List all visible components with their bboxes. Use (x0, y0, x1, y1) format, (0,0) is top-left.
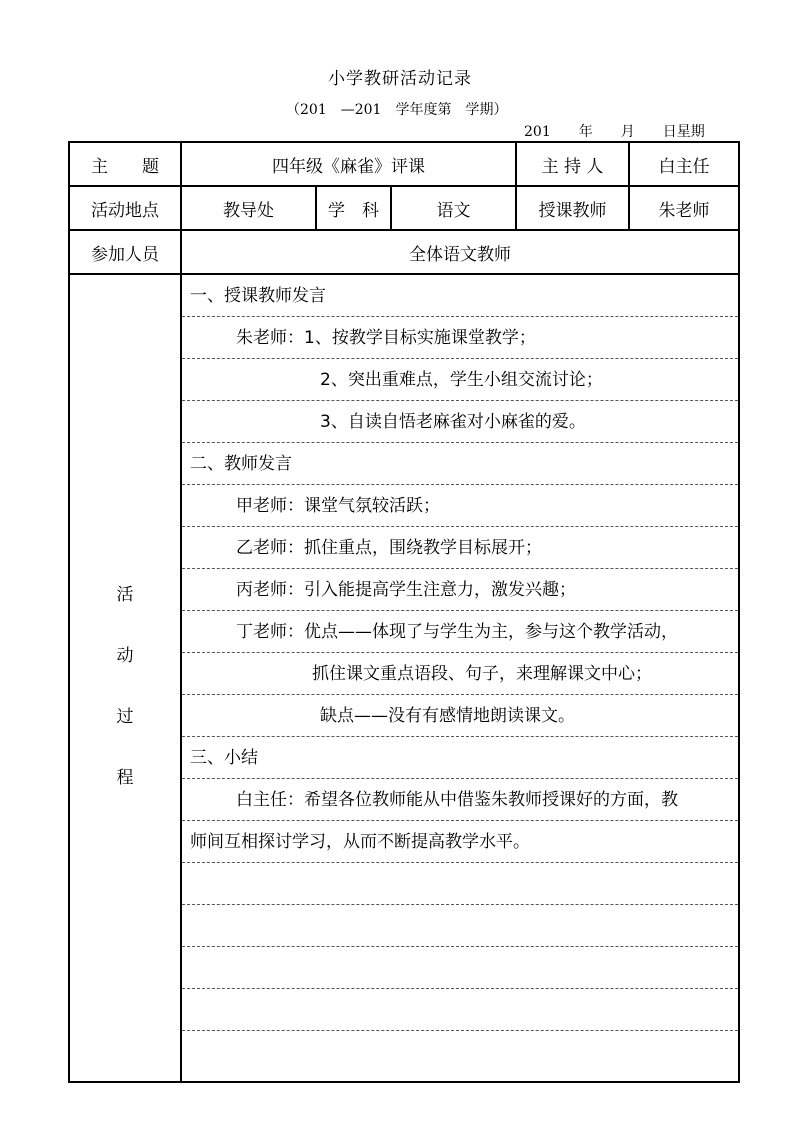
date-line: 201 年 月 日星期 (524, 124, 705, 140)
topic-label: 主 题 (91, 156, 159, 177)
line-text: 缺点——没有有感情地朗读课文。 (320, 706, 575, 726)
process-line (182, 779, 738, 821)
process-line (182, 443, 738, 485)
process-line (182, 1031, 738, 1073)
process-line (182, 947, 738, 989)
process-line (182, 821, 738, 863)
line-text: 2、突出重难点，学生小组交流讨论； (320, 370, 603, 390)
process-line (182, 695, 738, 737)
subject-value: 语文 (436, 200, 471, 221)
process-line (182, 653, 738, 695)
process-line (182, 485, 738, 527)
section-heading: 一、授课教师发言 (190, 286, 326, 306)
process-label-char: 程 (116, 768, 134, 788)
process-line (182, 737, 738, 779)
process-line (182, 401, 738, 443)
subject-label: 学 科 (328, 200, 379, 221)
process-line (182, 275, 738, 317)
process-line (182, 317, 738, 359)
place-label: 活动地点 (91, 200, 159, 221)
process-line (182, 569, 738, 611)
process-label (70, 580, 180, 788)
line-text: 丁老师：优点——体现了与学生为主，参与这个教学活动， (236, 622, 678, 642)
document-title: 小学教研活动记录 (328, 69, 472, 89)
process-line (182, 989, 738, 1031)
participants-label: 参加人员 (91, 244, 159, 265)
line-text: 3、自读自悟老麻雀对小麻雀的爱。 (320, 412, 586, 432)
teacher-value: 朱老师 (658, 200, 710, 221)
section-heading: 三、小结 (190, 748, 258, 768)
process-line (182, 863, 738, 905)
section-heading: 二、教师发言 (190, 454, 292, 474)
teacher-label: 授课教师 (538, 200, 607, 221)
line-text: 抓住课文重点语段、句子，来理解课文中心； (312, 664, 652, 684)
process-line (182, 359, 738, 401)
process-line (182, 905, 738, 947)
host-label: 主 持 人 (541, 156, 604, 177)
line-text: 师间互相探讨学习，从而不断提高教学水平。 (190, 832, 530, 852)
line-text: 乙老师：抓住重点，围绕教学目标展开； (236, 538, 542, 558)
process-label-char: 活 (116, 585, 134, 605)
process-label-char: 过 (116, 707, 134, 727)
line-text: 丙老师：引入能提高学生注意力，激发兴趣； (236, 580, 576, 600)
place-value: 教导处 (223, 200, 274, 221)
process-label-char: 动 (116, 646, 134, 666)
school-year-line: （201 —201 学年度第 学期） (286, 102, 508, 118)
line-text: 甲老师：课堂气氛较活跃； (236, 496, 440, 516)
participants-value: 全体语文教师 (409, 244, 511, 265)
process-line (182, 527, 738, 569)
topic-value: 四年级《麻雀》评课 (272, 156, 425, 177)
line-text: 白主任：希望各位教师能从中借鉴朱教师授课好的方面，教 (236, 790, 678, 810)
process-line (182, 611, 738, 653)
line-text: 朱老师：1、按教学目标实施课堂教学； (236, 328, 536, 348)
host-value: 白主任 (658, 156, 710, 177)
